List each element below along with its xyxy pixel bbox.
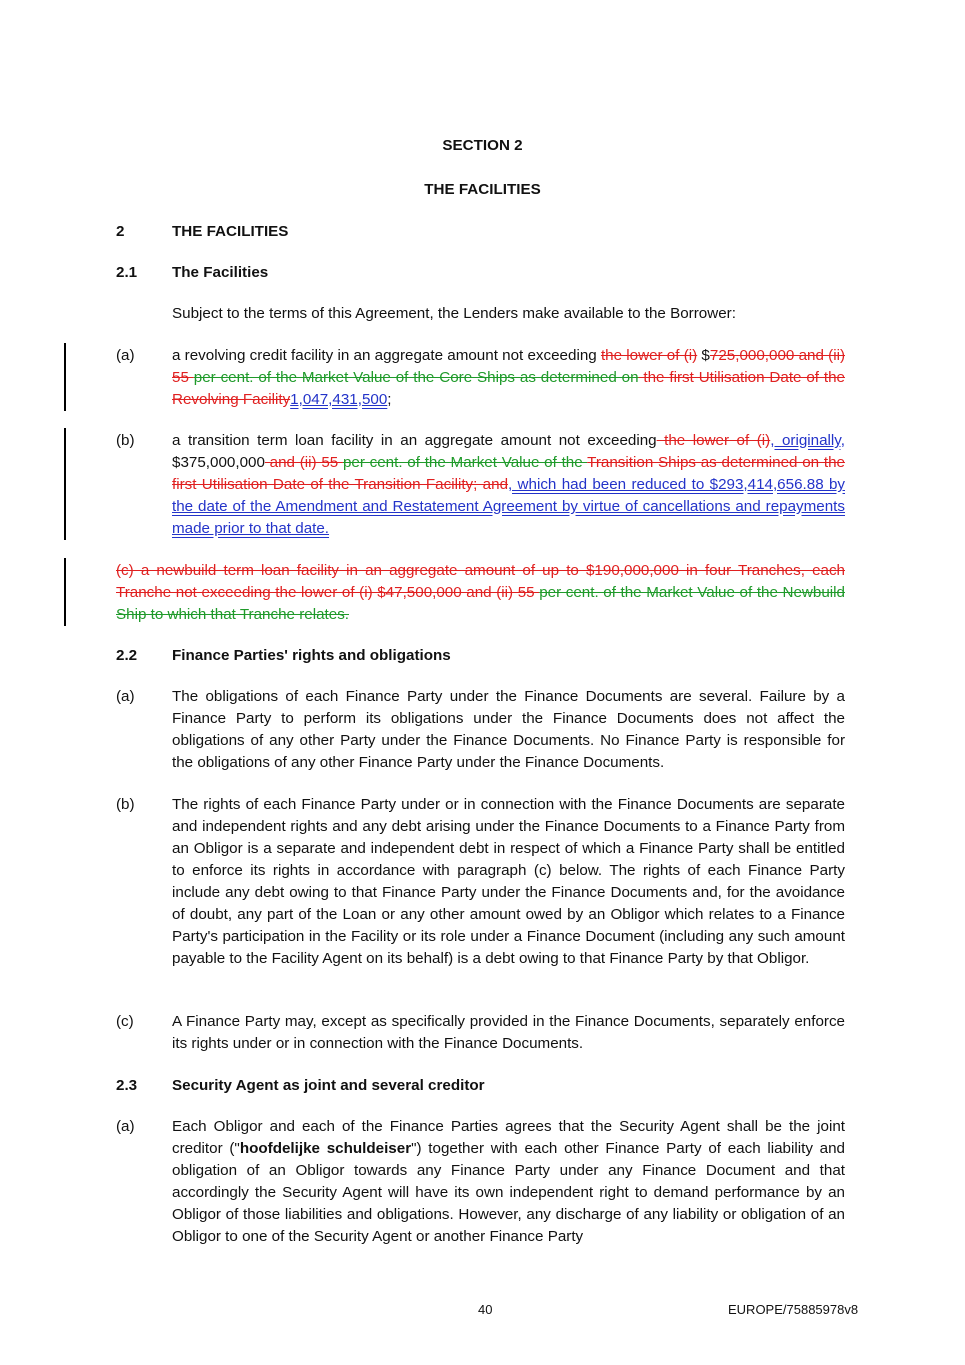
clause-number: 2.2 [116, 647, 138, 664]
item-label: (a) [116, 688, 135, 705]
page-number: 40 [478, 1302, 493, 1317]
clause-number: 2 [116, 223, 125, 240]
section-title: SECTION 2 [442, 137, 523, 154]
clause-2-3-a [172, 1116, 845, 1248]
clause-2-3-heading [116, 1077, 485, 1094]
clause-title: The Facilities [172, 264, 269, 281]
deleted-text: the lower of (i) [656, 432, 771, 449]
clause-2-1-b [172, 430, 845, 540]
inserted-text: , originally, [770, 432, 845, 449]
clause-2-2-heading [116, 647, 451, 664]
deleted-text: per cent. of the Market Value of the [342, 454, 588, 471]
text-run: a transition term loan facility in an aggregate amount not exceeding [172, 432, 657, 449]
item-label: (b) [116, 432, 135, 449]
text-run: Each Obligor and each of the Finance Parties agrees that the Security Agent shall be the joint creditor (" [172, 1118, 845, 1157]
text-run: ; [387, 391, 392, 408]
deleted-text: the lower of (i) [600, 347, 698, 364]
clause-title: Finance Parties' rights and obligations [172, 647, 451, 664]
item-label: (a) [116, 347, 135, 364]
text-run: ") together with each other Finance Party of each liability and obligation of an Obligor towards any Finance Party under any Finance Document and that accordingly the Security Agent will have its own independent right to demand performance by an Obligor of those liabilities and obligations. However, any discharge of any liability or obligation of an Obligor to one of the Security Agent or another Finance Party [172, 1140, 845, 1245]
document-reference: EUROPE/75885978v8 [728, 1302, 859, 1317]
clause-title: THE FACILITIES [172, 223, 289, 240]
clause-2-2-a: The obligations of each Finance Party under the Finance Documents are several. Failure by a Finance Party to perform its obligations under the Finance Documents does not affect the obligations of any other Party under the Finance Documents. No Finance Party is responsible for the obligations of any other Finance Party under the Finance Documents. [172, 688, 845, 771]
deleted-text: (c) a newbuild term loan facility in an aggregate amount of up to $190,000,000 in four Tranches, each Tranche not exceeding the lower of (i) $47,500,000 and (ii) 55 [116, 562, 845, 601]
deleted-text: and (ii) 55 [264, 454, 343, 471]
clause-number: 2.1 [116, 264, 138, 281]
clause-2-1-a [172, 345, 845, 411]
item-label: (c) [116, 1013, 134, 1030]
clause-2-1-intro: Subject to the terms of this Agreement, the Lenders make available to the Borrower: [172, 305, 736, 322]
text-run: a revolving credit facility in an aggregate amount not exceeding [172, 347, 601, 364]
clause-2-2-b: The rights of each Finance Party under or in connection with the Finance Documents are separate and independent rights and any debt arising under the Finance Documents to a Finance Party from an Obligor is a separate and independent debt in respect of which a Finance Party shall be entitled to enforce its rights in accordance with paragraph (c) below. The rights of each Finance Party include any debt owing to that Finance Party under the Finance Documents and, for the avoidance of doubt, any part of the Loan or any other amount owed by an Obligor which relates to a Finance Party's participation in the Facility or its role under a Finance Document (including any such amount payable to the Facility Agent on its behalf) is a debt owing to that Finance Party by that Obligor. [172, 796, 845, 967]
bold-term: hoofdelijke schuldeiser [239, 1140, 412, 1157]
clause-2-2-c: A Finance Party may, except as specifically provided in the Finance Documents, separately enforce its rights under or in connection with the Finance Documents. [172, 1013, 845, 1052]
inserted-text: , which had been reduced to $293,414,656.88 by the date of the Amendment and Restatement Agreement by virtue of cancellations and repayments made prior to that date. [172, 476, 845, 537]
clause-number: 2.3 [116, 1077, 138, 1094]
deleted-text: Transition Ships as determined on the first Utilisation Date of the Transition Facility; and [172, 454, 845, 493]
deleted-text: 725,000,000 and (ii) 55 [172, 347, 846, 386]
clause-2-heading [116, 223, 288, 240]
revision-bar [64, 343, 66, 411]
deleted-text: per cent. of the Market Value of the Core Ships as determined on [193, 369, 639, 386]
text-run: $375,000,000 [172, 454, 265, 471]
clause-title: Security Agent as joint and several creditor [172, 1077, 485, 1094]
inserted-text: 1,047,431,500 [290, 391, 388, 408]
item-label: (b) [116, 796, 135, 813]
text-run: $ [697, 347, 710, 364]
section-subtitle: THE FACILITIES [424, 181, 541, 198]
item-label: (a) [116, 1118, 135, 1135]
clause-2-1-heading [116, 264, 268, 281]
deleted-text: the first Utilisation Date of the Revolving Facility [172, 369, 845, 408]
revision-bar [64, 428, 66, 540]
deleted-text: per cent. of the Market Value of the Newbuild Ship to which that Tranche relates. [116, 584, 845, 623]
revision-bar [64, 558, 66, 626]
clause-2-1-c-deleted [116, 560, 845, 626]
